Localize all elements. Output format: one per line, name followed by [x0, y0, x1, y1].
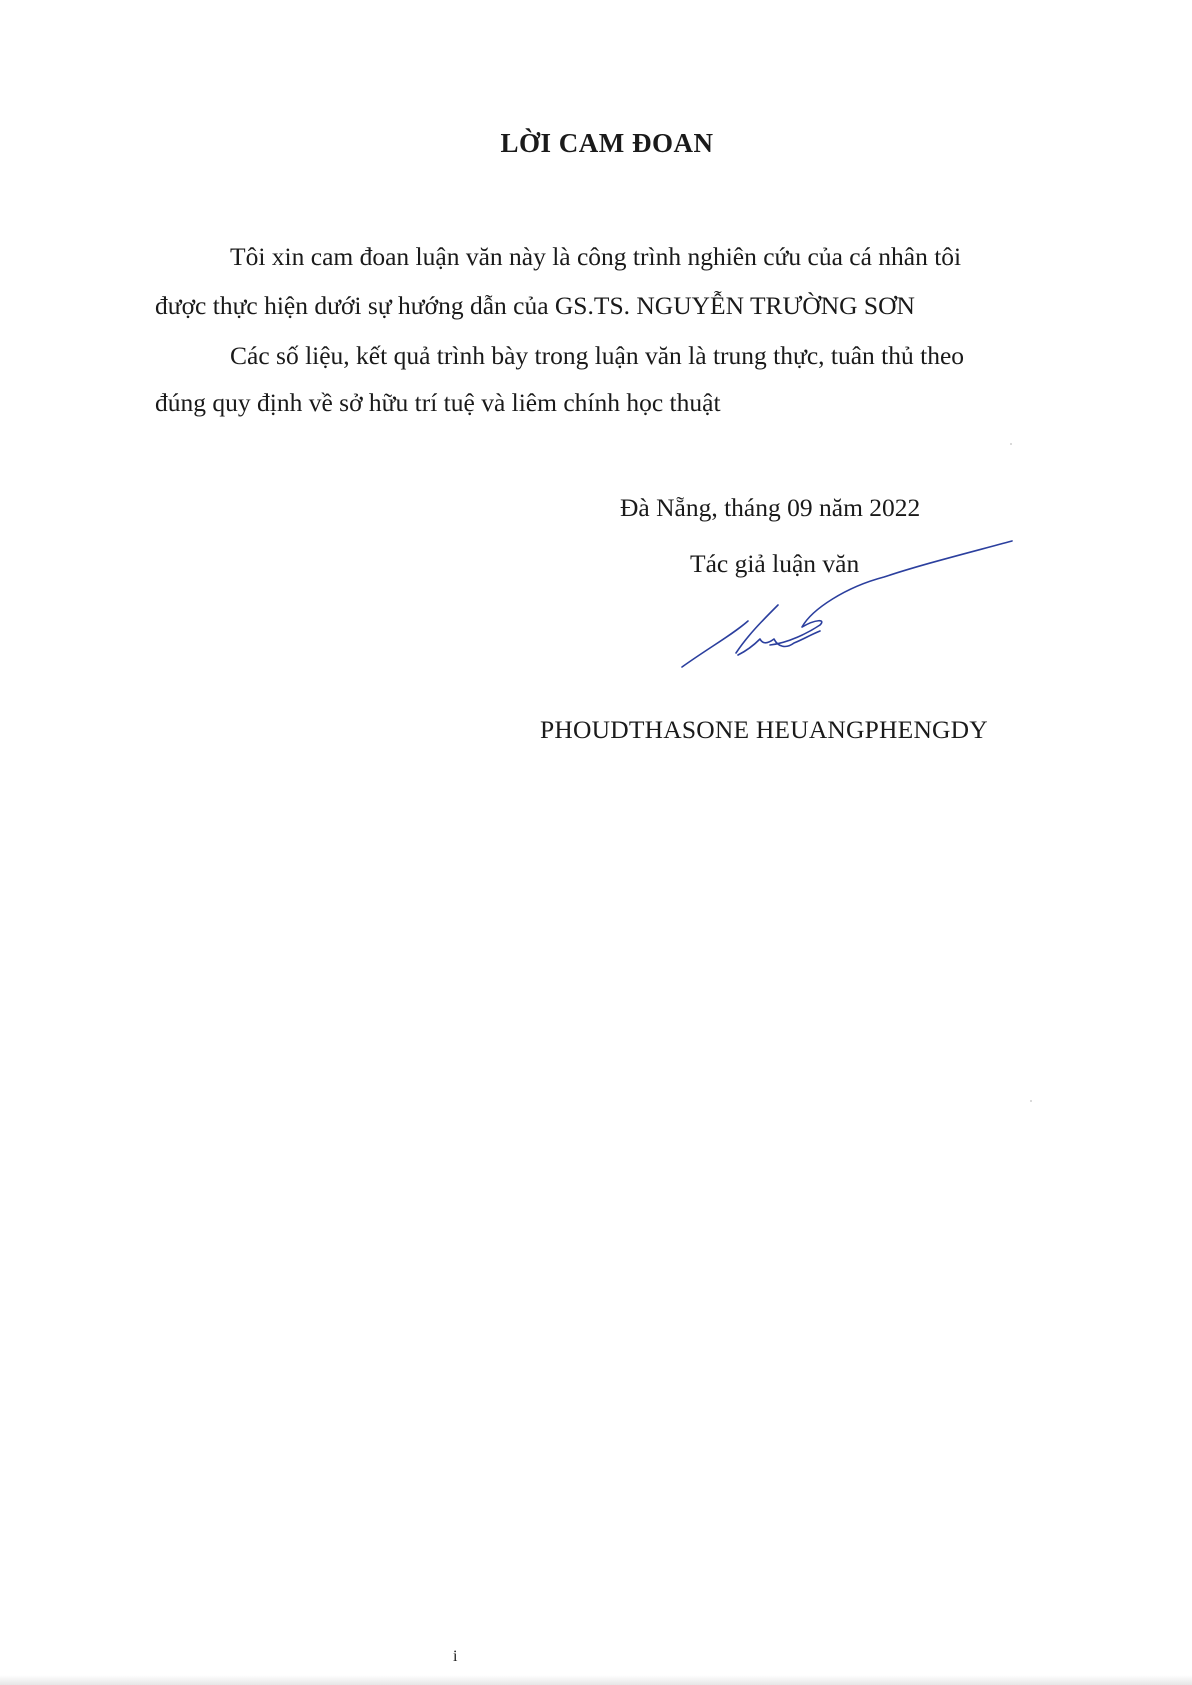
- declaration-line-3: Các số liệu, kết quả trình bày trong luận văn là trung thực, tuân thủ theo: [230, 341, 965, 370]
- declaration-line-1: Tôi xin cam đoan luận văn này là công trình nghiên cứu của cá nhân tôi: [230, 242, 962, 271]
- author-name: PHOUDTHASONE HEUANGPHENGDY: [540, 715, 988, 744]
- page-title: LỜI CAM ĐOAN: [500, 128, 714, 158]
- declaration-line-4: đúng quy định về sở hữu trí tuệ và liêm chính học thuật: [155, 388, 721, 417]
- scan-speck: [1010, 443, 1012, 445]
- handwritten-signature: [670, 535, 1020, 675]
- declaration-line-2: được thực hiện dưới sự hướng dẫn của GS.TS. NGUYỄN TRƯỜNG SƠN: [155, 291, 915, 320]
- author-role: Tác giả luận văn: [690, 549, 860, 578]
- scan-speck: [1030, 1100, 1032, 1102]
- scan-bottom-edge: [0, 1675, 1192, 1685]
- date-line: Đà Nẵng, tháng 09 năm 2022: [620, 493, 921, 522]
- page-number: i: [453, 1648, 458, 1665]
